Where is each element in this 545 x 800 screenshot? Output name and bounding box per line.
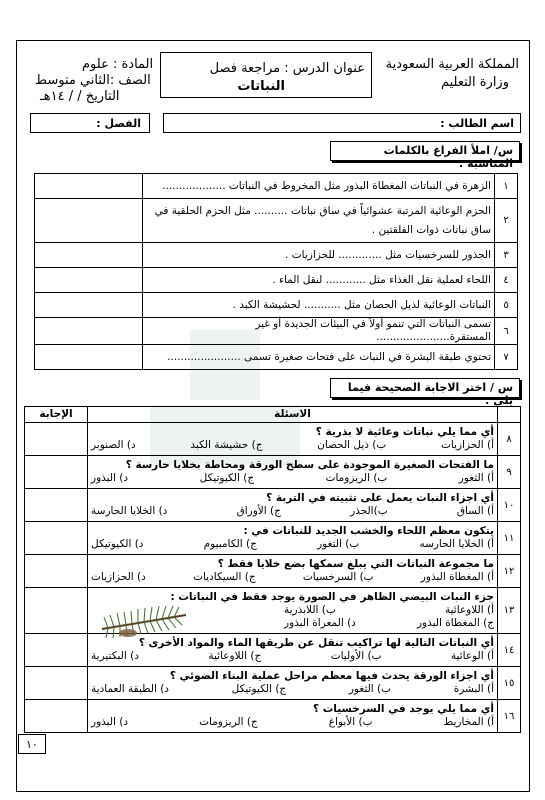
- fill-blank-number: ٥: [495, 293, 518, 318]
- mcq-num-header: [498, 407, 521, 423]
- mcq-question-text: جزء النبات البيضي الظاهر في الصورة يوجد فقط في النباتات :: [170, 591, 494, 603]
- fill-blank-line: ساق نباتات ذوات الفلقتين .: [371, 223, 491, 236]
- mcq-number: ٨: [498, 423, 521, 456]
- mcq-question-cell: [88, 522, 498, 555]
- mcq-option-d[interactable]: د) البذور: [91, 472, 129, 484]
- mcq-answer-cell[interactable]: [25, 588, 88, 634]
- mcq-option-a[interactable]: أ) الوعائية: [450, 650, 494, 662]
- mcq-option-a[interactable]: أ) المخاريط: [443, 716, 494, 728]
- mcq-option-c[interactable]: ج) الأوراق: [236, 505, 281, 517]
- fill-blank-text: [143, 199, 495, 243]
- mcq-option-b[interactable]: ب) اللابذرية: [284, 604, 336, 616]
- grade-label: الصف :الثاني متوسط: [35, 73, 151, 88]
- mcq-number: ١٢: [498, 555, 521, 588]
- mcq-number: ١٤: [498, 634, 521, 667]
- mcq-question-text: أي اجزاء الورقة يحدث فيها معظم مراحل عملية البناء الضوئي ؟: [169, 670, 494, 682]
- fill-blank-number: ٢: [495, 199, 518, 243]
- answer-header: الإجابة: [25, 407, 88, 423]
- fill-blank-answer-cell[interactable]: [35, 243, 143, 268]
- pine-branch-image: [98, 603, 190, 641]
- fill-blank-answer-cell[interactable]: [35, 345, 143, 370]
- mcq-row: [25, 667, 521, 700]
- fill-blank-line: تحتوي طبقة البشرة في النبات على فتحات صغيرة تسمى ......................: [167, 350, 491, 363]
- mcq-answer-cell[interactable]: [25, 555, 88, 588]
- mcq-question-cell: [88, 700, 498, 733]
- mcq-option-b[interactable]: ب) الأبواغ: [328, 716, 373, 728]
- mcq-option-a[interactable]: أ) الساق: [456, 505, 494, 517]
- fill-blank-answer-cell[interactable]: [35, 318, 143, 345]
- mcq-option-b[interactable]: ب) السرخسيات: [302, 571, 374, 583]
- mcq-option-c[interactable]: ج) حشيشة الكبد: [190, 439, 263, 451]
- mcq-answer-cell[interactable]: [25, 423, 88, 456]
- mcq-question-cell: [88, 423, 498, 456]
- page-number-box: [18, 734, 46, 754]
- mcq-number: ١٥: [498, 667, 521, 700]
- ministry-name: وزارة التعليم: [440, 75, 509, 90]
- mcq-option-d[interactable]: د) البذور: [91, 716, 129, 728]
- mcq-option-a[interactable]: أ) البشرة: [453, 683, 494, 695]
- lesson-name: النباتات: [237, 79, 285, 94]
- fill-blank-row: [35, 199, 518, 243]
- fill-blank-answer-cell[interactable]: [35, 268, 143, 293]
- mcq-option-a[interactable]: أ) الخلايا الحارسه: [419, 538, 494, 550]
- date-label: التاريخ / / ١٤هـ: [40, 89, 120, 104]
- subject-label: المادة : علوم: [82, 57, 154, 72]
- fill-blank-row: [35, 268, 518, 293]
- mcq-question-text: ما الفتحات الصغيرة الموجودة على سطح الورقة ومحاطة بخلايا حارسة ؟: [125, 459, 494, 471]
- mcq-option-c[interactable]: ج) الكيوتيكل: [231, 683, 287, 695]
- mcq-option-c[interactable]: ج) اللاوعائية: [208, 650, 262, 662]
- mcq-answer-cell[interactable]: [25, 634, 88, 667]
- mcq-table: [24, 406, 521, 733]
- mcq-question-text: أي مما يلي يوجد في السرخسيات ؟: [312, 703, 494, 715]
- fill-blank-line: تسمى النباتات التي تنمو أولاً في البيئات الجديدة أو غير المستقرة......................: [255, 318, 491, 343]
- fill-blank-text: [143, 293, 495, 318]
- fill-blank-line: النباتات الوعائية لذيل الحصان مثل ........... لحشيشة الكبد .: [232, 298, 491, 311]
- mcq-option-c[interactable]: ج) الكامبيوم: [203, 538, 257, 550]
- fill-blank-text: [143, 243, 495, 268]
- mcq-question-cell: [88, 456, 498, 489]
- mcq-option-b[interactable]: ب)الجذر: [350, 505, 388, 517]
- mcq-option-d[interactable]: د) الصنوبر: [91, 439, 136, 451]
- mcq-question-cell: [88, 489, 498, 522]
- fill-blank-number: ١: [495, 174, 518, 199]
- mcq-option-d[interactable]: د) الكيوتيكل: [91, 538, 144, 550]
- fill-blank-number: ٤: [495, 268, 518, 293]
- student-name-field[interactable]: [163, 113, 521, 133]
- mcq-answer-cell[interactable]: [25, 456, 88, 489]
- mcq-option-d[interactable]: د) المعراة البذور: [284, 617, 356, 629]
- mcq-question-text: أي اجزاء النبات يعمل على تثبيته في التربة ؟: [266, 492, 494, 504]
- mcq-option-b[interactable]: ب) ذيل الحصان: [317, 439, 387, 451]
- mcq-option-c[interactable]: ج) الريزومات: [199, 716, 258, 728]
- fill-blank-row: [35, 293, 518, 318]
- mcq-option-d[interactable]: د) الحزازيات: [91, 571, 146, 583]
- mcq-row: [25, 522, 521, 555]
- section1-title: س/ املأ الفراغ بالكلمات المناسبة :: [330, 141, 520, 161]
- mcq-option-c[interactable]: ج) السيكاديات: [193, 571, 256, 583]
- mcq-number: ٩: [498, 456, 521, 489]
- class-label: الفصل :: [96, 117, 141, 130]
- fill-blank-number: ٦: [495, 318, 518, 345]
- mcq-number: ١٠: [498, 489, 521, 522]
- student-name-label: اسم الطالب :: [440, 117, 514, 130]
- mcq-row: [25, 489, 521, 522]
- lesson-label: عنوان الدرس : مراجعة فصل: [209, 61, 365, 76]
- mcq-question-text: يتكون معظم اللحاء والخشب الجديد للنباتات في :: [243, 525, 494, 537]
- fill-blank-line: الزهرة في النباتات المغطاة البذور مثل المخروط في النباتات ...................: [162, 179, 491, 192]
- fill-blank-text: [143, 174, 495, 199]
- fill-blank-line: الحزم الوعائية المرتبة عشوائياً في ساق نباتات .......... مثل الحزم الحلقية في: [154, 204, 491, 217]
- mcq-answer-cell[interactable]: [25, 700, 88, 733]
- mcq-option-a[interactable]: أ) الحزازيات: [440, 439, 494, 451]
- mcq-row: [25, 555, 521, 588]
- fill-blank-number: ٧: [495, 345, 518, 370]
- mcq-option-b[interactable]: ب) الثغور: [348, 683, 392, 695]
- mcq-option-b[interactable]: ب) الثغور: [317, 538, 360, 550]
- mcq-answer-cell[interactable]: [25, 522, 88, 555]
- mcq-option-b[interactable]: ب) الأوليات: [330, 650, 382, 662]
- mcq-option-d[interactable]: د) الخلايا الحارسة: [91, 505, 168, 517]
- mcq-question-cell: [88, 555, 498, 588]
- section2-title: س / اختر الاجابة الصحيحة فيما يلي :: [330, 378, 520, 398]
- mcq-number: ١٦: [498, 700, 521, 733]
- fill-blank-answer-cell[interactable]: [35, 199, 143, 243]
- mcq-option-a[interactable]: أ) اللاوعائية: [445, 604, 494, 616]
- mcq-option-a[interactable]: أ) المغطاة البذور: [420, 571, 494, 583]
- mcq-question-cell: [88, 667, 498, 700]
- mcq-question-text: أي النباتات التالية لها تراكيب تنقل عن طريقها الماء والمواد الأخرى ؟: [138, 637, 494, 649]
- mcq-answer-cell[interactable]: [25, 667, 88, 700]
- country-name: المملكة العربية السعودية: [385, 57, 519, 72]
- questions-header: الاسئلة: [88, 407, 498, 423]
- fill-blank-row: [35, 243, 518, 268]
- mcq-question-text: ما مجموعة النباتات التي يبلغ سمكها بضع خلايا فقط ؟: [217, 558, 494, 570]
- lesson-title-box: [160, 52, 372, 98]
- fill-blank-row: [35, 174, 518, 199]
- mcq-option-c[interactable]: ج) المغطاة البذور: [416, 617, 494, 629]
- mcq-option-c[interactable]: ج) الكيوتيكل: [199, 472, 255, 484]
- mcq-answer-cell[interactable]: [25, 489, 88, 522]
- mcq-question-text: أي مما يلي نباتات وعائية لا بذرية ؟: [315, 426, 494, 438]
- mcq-option-d[interactable]: د) البكتيرية: [91, 650, 139, 662]
- fill-blank-text: [143, 268, 495, 293]
- fill-blank-answer-cell[interactable]: [35, 293, 143, 318]
- mcq-option-d[interactable]: د) الطبقة العمادية: [91, 683, 169, 695]
- page-number: ١٠: [26, 738, 38, 751]
- fill-blank-answer-cell[interactable]: [35, 174, 143, 199]
- mcq-option-a[interactable]: أ) الثغور: [458, 472, 494, 484]
- mcq-row: [25, 423, 521, 456]
- mcq-option-b[interactable]: ب) الريزومات: [325, 472, 388, 484]
- mcq-number: ١١: [498, 522, 521, 555]
- class-field[interactable]: [30, 113, 150, 133]
- fill-blank-line: اللحاء لعملية نقل الغذاء مثل ............ لنقل الماء .: [272, 273, 491, 286]
- mcq-number: ١٣: [498, 588, 521, 634]
- fill-blank-number: ٣: [495, 243, 518, 268]
- mcq-row: [25, 700, 521, 733]
- fill-blank-line: الجذور للسرخسيات مثل ............. للحزازيات .: [285, 248, 491, 261]
- mcq-row: [25, 456, 521, 489]
